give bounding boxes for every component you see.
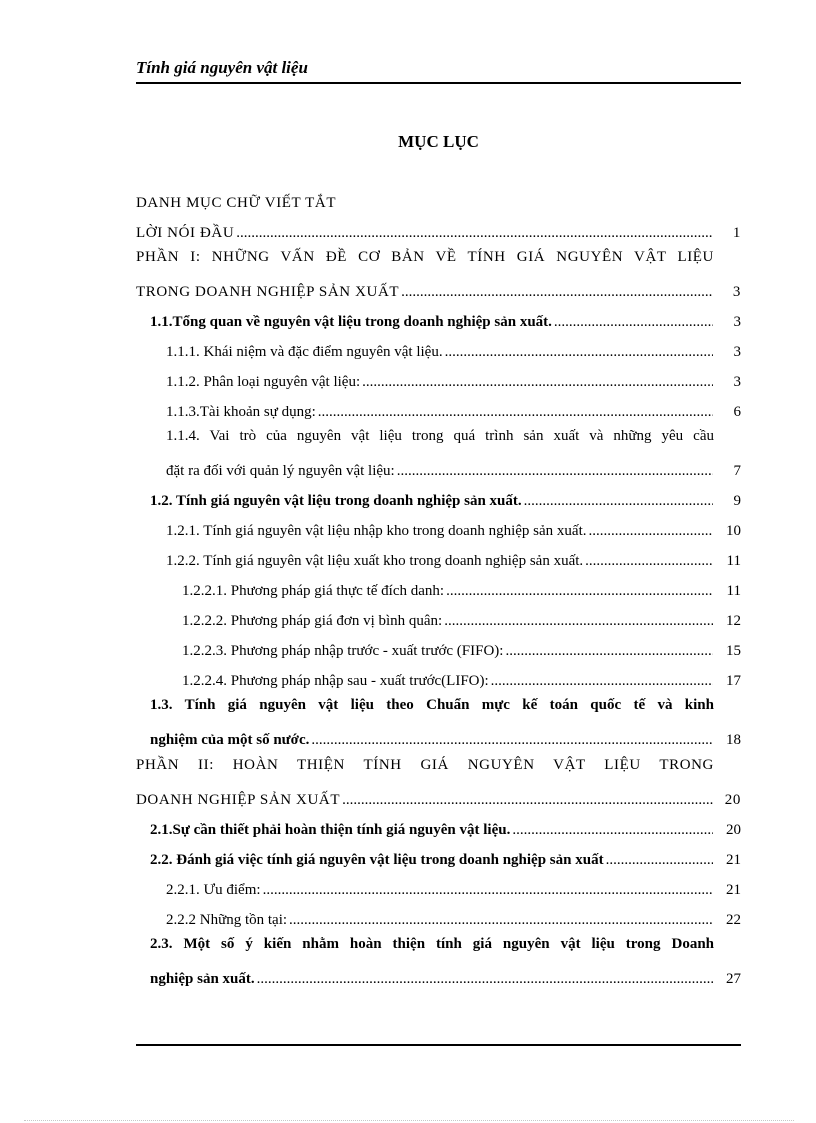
toc-entry-text: 1.1.Tổng quan về nguyên vật liệu trong doanh nghiệp sản xuất. — [150, 314, 552, 330]
toc-entry[interactable] — [136, 279, 741, 301]
toc-entry[interactable] — [166, 339, 741, 361]
toc-entry-text: 1.2.2.3. Phương pháp nhập trước - xuất trước (FIFO): — [182, 643, 504, 659]
toc-page-number: 3 — [733, 374, 741, 390]
toc-entry[interactable] — [136, 787, 741, 809]
toc-entry-text: 1.2. Tính giá nguyên vật liệu trong doanh nghiệp sản xuất. — [150, 493, 522, 509]
dot-leader — [289, 912, 713, 929]
dot-leader — [311, 732, 713, 749]
page-header — [136, 56, 741, 84]
dot-leader — [491, 673, 713, 690]
dot-leader — [445, 344, 713, 361]
toc-page-number: 11 — [726, 553, 741, 569]
toc-entry[interactable] — [150, 966, 741, 988]
toc-entry[interactable] — [182, 638, 741, 660]
toc-entry-text: LỜI NÓI ĐẦU — [136, 225, 235, 241]
toc-page-number: 20 — [724, 792, 741, 808]
toc-entry[interactable] — [166, 907, 741, 929]
toc-page-number: 21 — [726, 882, 741, 898]
toc-entry[interactable] — [166, 369, 741, 391]
toc-entry[interactable] — [166, 399, 741, 421]
toc-abbreviations-heading — [136, 190, 536, 212]
dot-leader — [318, 404, 713, 421]
toc-entry-text: nghiệp sản xuất. — [150, 971, 255, 987]
toc-entry-text: 1.2.1. Tính giá nguyên vật liệu nhập kho trong doanh nghiệp sản xuất. — [166, 523, 587, 539]
toc-entry-text: 2.2.2 Những tồn tại: — [166, 912, 288, 928]
toc-entry-line1[interactable]: 1.1.4. Vai trò của nguyên vật liệu trong quá trình sản xuất và những yêu cầu — [166, 428, 714, 444]
toc-entry-line1[interactable]: PHẦN I: NHỮNG VẤN ĐỀ CƠ BẢN VỀ TÍNH GIÁ NGUYÊN VẬT LIỆU — [136, 249, 714, 265]
toc-entry-text: đặt ra đối với quản lý nguyên vật liệu: — [166, 463, 395, 479]
toc-entry-text: 1.1.1. Khái niệm và đặc điểm nguyên vật liệu. — [166, 344, 443, 360]
dot-leader — [257, 971, 713, 988]
toc-entry[interactable] — [182, 668, 741, 690]
dot-leader — [524, 493, 713, 510]
dot-leader — [444, 613, 713, 630]
toc-entry[interactable] — [166, 877, 741, 899]
dot-leader — [512, 822, 713, 839]
dot-leader — [401, 284, 713, 301]
dot-leader — [446, 583, 713, 600]
dot-leader — [263, 882, 713, 899]
toc-page-number: 10 — [726, 523, 741, 539]
toc-page-number: 12 — [726, 613, 741, 629]
toc-entry-text: 2.2. Đánh giá việc tính giá nguyên vật liệu trong doanh nghiệp sản xuất — [150, 852, 604, 868]
toc-page-number: 3 — [733, 314, 741, 330]
toc-entry-text: 1.2.2.2. Phương pháp giá đơn vị bình quân: — [182, 613, 443, 629]
toc-entry[interactable] — [150, 309, 741, 331]
toc-page-number: 27 — [726, 971, 741, 987]
dot-leader — [362, 374, 713, 391]
toc-entry-text: DOANH NGHIỆP SẢN XUẤT — [136, 792, 341, 808]
toc-entry[interactable] — [150, 727, 741, 749]
toc-entry-line1[interactable]: PHẦN II: HOÀN THIỆN TÍNH GIÁ NGUYÊN VẬT LIỆU TRONG — [136, 757, 714, 773]
toc-entry[interactable] — [166, 518, 741, 540]
running-header-title: Tính giá nguyên vật liệu — [136, 58, 308, 77]
dot-leader — [554, 314, 713, 331]
toc-page-number: 22 — [726, 912, 741, 928]
toc-entry-text: 1.1.2. Phân loại nguyên vật liệu: — [166, 374, 361, 390]
toc-entry-text: 1.1.3.Tài khoản sự dụng: — [166, 404, 316, 420]
dot-leader — [236, 225, 713, 242]
toc-page-number: 18 — [726, 732, 741, 748]
dot-leader — [585, 553, 713, 570]
toc-entry-line1[interactable]: 1.3. Tính giá nguyên vật liệu theo Chuẩn mực kế toán quốc tế và kinh — [150, 697, 714, 713]
toc-page-number: 7 — [733, 463, 741, 479]
toc-entry-text: 1.2.2.1. Phương pháp giá thực tế đích danh: — [182, 583, 445, 599]
toc-entry[interactable] — [150, 817, 741, 839]
dot-leader — [397, 463, 713, 480]
dot-leader — [342, 792, 713, 809]
toc-entry[interactable] — [150, 847, 741, 869]
toc-page-number: 11 — [726, 583, 741, 599]
toc-entry[interactable] — [182, 578, 741, 600]
dot-leader — [606, 852, 713, 869]
toc-entry-text: 1.2.2. Tính giá nguyên vật liệu xuất kho trong doanh nghiệp sản xuất. — [166, 553, 584, 569]
toc-entry[interactable] — [136, 220, 741, 242]
toc-page-number: 1 — [732, 225, 741, 241]
toc-page-number: 17 — [726, 673, 741, 689]
toc-entry[interactable] — [166, 548, 741, 570]
toc-page-number: 15 — [726, 643, 741, 659]
toc-entry-text: TRONG DOANH NGHIỆP SẢN XUẤT — [136, 284, 400, 300]
toc-page-number: 9 — [733, 493, 741, 509]
toc-page-number: 21 — [726, 852, 741, 868]
toc-entry-text: DANH MỤC CHỮ VIẾT TẮT — [136, 195, 337, 211]
toc-entry[interactable] — [150, 488, 741, 510]
toc-page-number: 3 — [732, 284, 741, 300]
footer-rule — [136, 1044, 741, 1046]
page-edge-divider — [24, 1120, 794, 1121]
toc-entry-line1[interactable]: 2.3. Một số ý kiến nhằm hoàn thiện tính giá nguyên vật liệu trong Doanh — [150, 936, 714, 952]
toc-entry[interactable] — [166, 458, 741, 480]
toc-entry-text: 2.2.1. Ưu điểm: — [166, 882, 261, 898]
toc-page-number: 3 — [733, 344, 741, 360]
toc-page-number: 20 — [726, 822, 741, 838]
toc-title: MỤC LỤC — [398, 132, 479, 151]
dot-leader — [588, 523, 713, 540]
toc-entry-text: 2.1.Sự cần thiết phải hoàn thiện tính giá nguyên vật liệu. — [150, 822, 511, 838]
toc-entry-text: nghiệm của một số nước. — [150, 732, 310, 748]
dot-leader — [505, 643, 713, 660]
toc-page-number: 6 — [733, 404, 741, 420]
toc-entry[interactable] — [182, 608, 741, 630]
toc-entry-text: 1.2.2.4. Phương pháp nhập sau - xuất trước(LIFO): — [182, 673, 489, 689]
